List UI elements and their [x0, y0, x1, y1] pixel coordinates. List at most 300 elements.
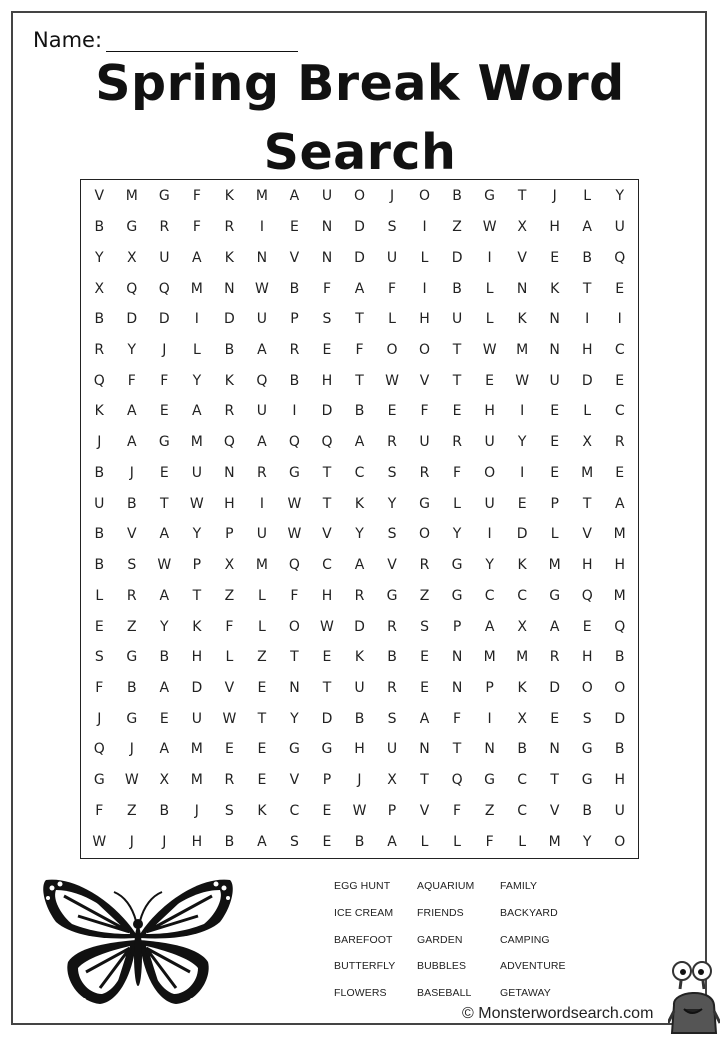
grid-letter[interactable]: U: [614, 219, 625, 236]
grid-letter[interactable]: E: [387, 403, 397, 420]
grid-letter[interactable]: C: [614, 403, 625, 420]
grid-letter[interactable]: A: [419, 710, 430, 727]
grid-letter[interactable]: H: [419, 311, 430, 328]
grid-letter[interactable]: N: [549, 741, 560, 758]
grid-letter[interactable]: P: [225, 526, 234, 543]
grid-letter[interactable]: N: [549, 311, 560, 328]
grid-letter[interactable]: H: [321, 372, 333, 389]
grid-letter[interactable]: K: [517, 557, 527, 574]
grid-letter[interactable]: U: [256, 403, 268, 420]
grid-letter[interactable]: L: [453, 833, 461, 850]
grid-letter[interactable]: S: [224, 802, 234, 819]
grid-letter[interactable]: L: [225, 649, 234, 666]
grid-letter[interactable]: M: [613, 587, 626, 604]
grid-letter[interactable]: K: [354, 495, 365, 512]
grid-letter[interactable]: L: [388, 311, 396, 328]
grid-letter[interactable]: E: [550, 464, 560, 481]
grid-letter[interactable]: B: [126, 679, 137, 696]
grid-letter[interactable]: J: [162, 833, 167, 850]
grid-letter[interactable]: Q: [614, 249, 626, 266]
grid-letter[interactable]: D: [581, 372, 593, 389]
grid-letter[interactable]: R: [126, 587, 137, 604]
grid-letter[interactable]: R: [224, 403, 235, 420]
grid-letter[interactable]: T: [257, 710, 267, 727]
grid-letter[interactable]: W: [385, 372, 399, 389]
grid-letter[interactable]: F: [127, 372, 136, 389]
grid-letter[interactable]: U: [419, 434, 430, 451]
grid-letter[interactable]: M: [548, 557, 561, 574]
grid-letter[interactable]: A: [257, 434, 267, 451]
grid-letter[interactable]: V: [387, 557, 397, 574]
grid-letter[interactable]: V: [419, 372, 430, 389]
grid-letter[interactable]: W: [515, 372, 530, 389]
grid-letter[interactable]: B: [354, 710, 365, 727]
grid-letter[interactable]: A: [159, 679, 170, 696]
grid-letter[interactable]: I: [259, 219, 264, 236]
grid-letter[interactable]: U: [191, 710, 202, 727]
grid-letter[interactable]: N: [321, 249, 333, 266]
grid-letter[interactable]: W: [222, 710, 237, 727]
grid-letter[interactable]: E: [615, 280, 625, 297]
grid-letter[interactable]: D: [549, 679, 561, 696]
grid-letter[interactable]: H: [191, 649, 203, 666]
grid-letter[interactable]: K: [94, 403, 104, 420]
grid-letter[interactable]: H: [549, 219, 560, 236]
grid-letter[interactable]: Z: [452, 219, 462, 236]
grid-letter[interactable]: T: [160, 495, 169, 512]
grid-letter[interactable]: A: [387, 833, 397, 850]
grid-letter[interactable]: Z: [126, 802, 137, 819]
grid-letter[interactable]: U: [614, 802, 625, 819]
grid-letter[interactable]: B: [159, 802, 170, 819]
grid-letter[interactable]: W: [482, 341, 497, 358]
grid-letter[interactable]: Q: [614, 618, 626, 635]
grid-letter[interactable]: E: [224, 741, 234, 758]
grid-letter[interactable]: S: [387, 526, 397, 543]
grid-letter[interactable]: F: [453, 464, 462, 481]
grid-letter[interactable]: A: [354, 557, 365, 574]
grid-letter[interactable]: R: [387, 434, 397, 451]
grid-letter[interactable]: L: [258, 587, 266, 604]
grid-letter[interactable]: M: [613, 526, 626, 543]
grid-letter[interactable]: W: [352, 802, 367, 819]
grid-letter[interactable]: U: [94, 495, 105, 512]
grid-letter[interactable]: T: [452, 341, 462, 358]
grid-letter[interactable]: E: [322, 341, 332, 358]
grid-letter[interactable]: C: [322, 557, 332, 574]
grid-letter[interactable]: G: [549, 587, 561, 604]
grid-letter[interactable]: R: [257, 464, 267, 481]
grid-letter[interactable]: Q: [93, 372, 105, 389]
grid-letter[interactable]: Y: [160, 618, 169, 635]
grid-letter[interactable]: G: [451, 587, 463, 604]
grid-letter[interactable]: R: [224, 219, 235, 236]
grid-letter[interactable]: J: [552, 188, 557, 205]
grid-letter[interactable]: I: [259, 495, 264, 512]
grid-letter[interactable]: E: [582, 618, 592, 635]
grid-letter[interactable]: M: [548, 833, 561, 850]
grid-letter[interactable]: Y: [290, 710, 299, 727]
grid-letter[interactable]: B: [94, 219, 105, 236]
grid-letter[interactable]: V: [94, 188, 105, 205]
grid-letter[interactable]: B: [289, 280, 300, 297]
grid-letter[interactable]: R: [419, 464, 430, 481]
grid-letter[interactable]: Y: [387, 495, 397, 512]
grid-letter[interactable]: R: [387, 618, 397, 635]
grid-letter[interactable]: E: [615, 372, 625, 389]
grid-letter[interactable]: B: [224, 341, 235, 358]
grid-letter[interactable]: U: [484, 495, 495, 512]
grid-letter[interactable]: J: [97, 710, 102, 727]
grid-letter[interactable]: F: [95, 679, 104, 696]
grid-letter[interactable]: B: [582, 249, 592, 266]
grid-letter[interactable]: U: [159, 249, 170, 266]
grid-letter[interactable]: D: [354, 219, 365, 236]
grid-letter[interactable]: J: [129, 741, 134, 758]
grid-letter[interactable]: J: [162, 341, 167, 358]
grid-letter[interactable]: Z: [257, 649, 267, 666]
grid-letter[interactable]: T: [322, 495, 332, 512]
grid-letter[interactable]: T: [290, 649, 299, 666]
grid-letter[interactable]: A: [289, 188, 300, 205]
grid-letter[interactable]: M: [483, 649, 496, 666]
grid-letter[interactable]: I: [487, 249, 492, 266]
grid-letter[interactable]: S: [322, 311, 332, 328]
grid-letter[interactable]: Y: [485, 557, 494, 574]
grid-letter[interactable]: U: [549, 372, 560, 389]
grid-letter[interactable]: Q: [288, 434, 300, 451]
grid-letter[interactable]: J: [389, 188, 395, 205]
grid-letter[interactable]: F: [225, 618, 234, 635]
grid-letter[interactable]: A: [582, 219, 592, 236]
grid-letter[interactable]: K: [224, 249, 234, 266]
grid-letter[interactable]: W: [157, 557, 172, 574]
grid-letter[interactable]: E: [322, 833, 332, 850]
grid-letter[interactable]: N: [419, 741, 430, 758]
grid-letter[interactable]: U: [256, 526, 268, 543]
grid-letter[interactable]: R: [614, 434, 625, 451]
grid-letter[interactable]: I: [422, 219, 427, 236]
grid-letter[interactable]: Y: [192, 372, 202, 389]
grid-letter[interactable]: Z: [419, 587, 430, 604]
grid-letter[interactable]: G: [419, 495, 430, 512]
grid-letter[interactable]: E: [322, 649, 332, 666]
grid-letter[interactable]: K: [224, 188, 234, 205]
grid-letter[interactable]: A: [192, 403, 202, 420]
grid-letter[interactable]: L: [518, 833, 527, 850]
grid-letter[interactable]: L: [453, 495, 461, 512]
grid-letter[interactable]: N: [224, 280, 235, 297]
grid-letter[interactable]: J: [194, 802, 199, 819]
grid-letter[interactable]: Q: [288, 557, 300, 574]
grid-letter[interactable]: F: [322, 280, 331, 297]
grid-letter[interactable]: W: [482, 219, 497, 236]
grid-letter[interactable]: W: [320, 618, 334, 635]
grid-letter[interactable]: T: [322, 679, 332, 696]
grid-letter[interactable]: K: [192, 618, 202, 635]
grid-letter[interactable]: E: [257, 772, 267, 789]
grid-letter[interactable]: M: [255, 188, 268, 205]
grid-letter[interactable]: M: [190, 772, 203, 789]
grid-letter[interactable]: O: [419, 188, 431, 205]
grid-letter[interactable]: E: [257, 679, 267, 696]
grid-letter[interactable]: U: [386, 741, 398, 758]
grid-letter[interactable]: H: [484, 403, 495, 420]
grid-letter[interactable]: K: [354, 649, 365, 666]
grid-letter[interactable]: M: [581, 464, 594, 481]
grid-letter[interactable]: C: [614, 341, 625, 358]
grid-letter[interactable]: G: [126, 219, 138, 236]
grid-letter[interactable]: M: [516, 341, 529, 358]
grid-letter[interactable]: A: [159, 526, 170, 543]
grid-letter[interactable]: A: [257, 341, 267, 358]
grid-letter[interactable]: N: [451, 649, 463, 666]
grid-letter[interactable]: V: [419, 802, 430, 819]
grid-letter[interactable]: T: [192, 587, 202, 604]
grid-letter[interactable]: L: [550, 526, 559, 543]
grid-letter[interactable]: B: [94, 311, 105, 328]
grid-letter[interactable]: E: [452, 403, 462, 420]
grid-letter[interactable]: E: [550, 710, 560, 727]
grid-letter[interactable]: G: [158, 188, 170, 205]
grid-letter[interactable]: B: [517, 741, 527, 758]
grid-letter[interactable]: I: [487, 710, 492, 727]
grid-letter[interactable]: P: [322, 772, 332, 789]
grid-letter[interactable]: B: [94, 526, 105, 543]
grid-letter[interactable]: W: [92, 833, 107, 850]
grid-letter[interactable]: P: [290, 311, 299, 328]
grid-letter[interactable]: E: [322, 802, 332, 819]
grid-letter[interactable]: N: [451, 679, 463, 696]
grid-letter[interactable]: H: [191, 833, 203, 850]
grid-letter[interactable]: R: [354, 587, 365, 604]
grid-letter[interactable]: K: [257, 802, 267, 819]
grid-letter[interactable]: I: [617, 311, 622, 328]
grid-letter[interactable]: K: [550, 280, 560, 297]
grid-letter[interactable]: E: [485, 372, 495, 389]
grid-letter[interactable]: X: [387, 772, 397, 789]
grid-letter[interactable]: C: [484, 587, 495, 604]
grid-letter[interactable]: E: [257, 741, 267, 758]
grid-letter[interactable]: W: [124, 772, 139, 789]
grid-letter[interactable]: X: [517, 219, 527, 236]
grid-letter[interactable]: B: [289, 372, 300, 389]
grid-letter[interactable]: N: [484, 741, 495, 758]
grid-letter[interactable]: N: [224, 464, 235, 481]
grid-letter[interactable]: A: [549, 618, 560, 635]
grid-letter[interactable]: S: [420, 618, 429, 635]
grid-letter[interactable]: U: [191, 464, 202, 481]
grid-letter[interactable]: Q: [451, 772, 463, 789]
grid-letter[interactable]: S: [387, 464, 397, 481]
grid-letter[interactable]: W: [287, 526, 302, 543]
grid-letter[interactable]: Q: [581, 587, 593, 604]
grid-letter[interactable]: E: [159, 710, 169, 727]
grid-letter[interactable]: N: [289, 679, 300, 696]
grid-letter[interactable]: A: [159, 587, 170, 604]
grid-letter[interactable]: I: [292, 403, 297, 420]
grid-letter[interactable]: S: [94, 649, 104, 666]
grid-letter[interactable]: A: [126, 434, 137, 451]
grid-letter[interactable]: E: [420, 649, 429, 666]
grid-letter[interactable]: R: [387, 679, 397, 696]
grid-letter[interactable]: T: [517, 188, 527, 205]
grid-letter[interactable]: D: [158, 311, 170, 328]
grid-letter[interactable]: Y: [127, 341, 137, 358]
grid-letter[interactable]: F: [95, 802, 104, 819]
grid-letter[interactable]: V: [517, 249, 527, 266]
grid-letter[interactable]: D: [354, 618, 365, 635]
grid-letter[interactable]: L: [258, 618, 266, 635]
grid-letter[interactable]: A: [354, 280, 365, 297]
grid-letter[interactable]: F: [192, 219, 201, 236]
grid-letter[interactable]: P: [192, 557, 202, 574]
grid-letter[interactable]: E: [550, 434, 560, 451]
grid-letter[interactable]: G: [581, 741, 593, 758]
grid-letter[interactable]: E: [615, 464, 625, 481]
grid-letter[interactable]: F: [453, 802, 462, 819]
grid-letter[interactable]: W: [287, 495, 302, 512]
grid-letter[interactable]: M: [125, 188, 138, 205]
grid-letter[interactable]: V: [322, 526, 332, 543]
grid-letter[interactable]: A: [257, 833, 267, 850]
grid-letter[interactable]: B: [582, 802, 592, 819]
grid-letter[interactable]: G: [126, 649, 138, 666]
grid-letter[interactable]: S: [127, 557, 137, 574]
grid-letter[interactable]: J: [129, 833, 134, 850]
grid-letter[interactable]: H: [321, 587, 333, 604]
grid-letter[interactable]: U: [386, 249, 398, 266]
grid-letter[interactable]: Y: [615, 188, 624, 205]
grid-letter[interactable]: B: [159, 649, 170, 666]
grid-letter[interactable]: L: [485, 280, 494, 297]
grid-letter[interactable]: F: [453, 710, 462, 727]
grid-letter[interactable]: S: [289, 833, 299, 850]
grid-letter[interactable]: A: [192, 249, 202, 266]
grid-letter[interactable]: B: [387, 649, 397, 666]
grid-letter[interactable]: Y: [452, 526, 462, 543]
grid-letter[interactable]: D: [614, 710, 626, 727]
grid-letter[interactable]: R: [94, 341, 105, 358]
grid-letter[interactable]: V: [549, 802, 560, 819]
grid-letter[interactable]: U: [451, 311, 463, 328]
grid-letter[interactable]: H: [614, 772, 625, 789]
grid-letter[interactable]: P: [550, 495, 559, 512]
grid-letter[interactable]: G: [126, 710, 138, 727]
grid-letter[interactable]: L: [583, 188, 592, 205]
grid-letter[interactable]: T: [582, 495, 592, 512]
grid-letter[interactable]: E: [290, 219, 299, 236]
grid-letter[interactable]: E: [159, 403, 169, 420]
grid-letter[interactable]: V: [289, 249, 300, 266]
grid-letter[interactable]: V: [582, 526, 592, 543]
grid-letter[interactable]: T: [452, 372, 462, 389]
grid-letter[interactable]: A: [126, 403, 137, 420]
grid-letter[interactable]: L: [95, 587, 104, 604]
grid-letter[interactable]: G: [484, 188, 496, 205]
grid-letter[interactable]: E: [550, 403, 560, 420]
grid-letter[interactable]: T: [322, 464, 332, 481]
grid-letter[interactable]: B: [354, 833, 365, 850]
grid-letter[interactable]: R: [289, 341, 300, 358]
grid-letter[interactable]: N: [516, 280, 528, 297]
grid-letter[interactable]: B: [614, 649, 625, 666]
grid-letter[interactable]: I: [585, 311, 590, 328]
grid-letter[interactable]: X: [582, 434, 592, 451]
grid-letter[interactable]: I: [520, 403, 525, 420]
grid-letter[interactable]: T: [550, 772, 559, 789]
grid-letter[interactable]: O: [288, 618, 300, 635]
grid-letter[interactable]: J: [129, 464, 134, 481]
grid-letter[interactable]: N: [549, 341, 560, 358]
grid-letter[interactable]: Q: [321, 434, 333, 451]
grid-letter[interactable]: S: [582, 710, 592, 727]
grid-letter[interactable]: M: [190, 434, 203, 451]
grid-letter[interactable]: C: [354, 464, 365, 481]
grid-letter[interactable]: C: [289, 802, 300, 819]
grid-letter[interactable]: M: [516, 649, 529, 666]
grid-letter[interactable]: X: [224, 557, 235, 574]
grid-letter[interactable]: T: [420, 772, 429, 789]
grid-letter[interactable]: D: [126, 311, 138, 328]
grid-letter[interactable]: G: [321, 741, 333, 758]
grid-letter[interactable]: E: [550, 249, 560, 266]
grid-letter[interactable]: V: [126, 526, 137, 543]
grid-letter[interactable]: D: [451, 249, 463, 266]
grid-letter[interactable]: Z: [484, 802, 495, 819]
grid-letter[interactable]: I: [487, 526, 492, 543]
grid-letter[interactable]: X: [94, 280, 105, 297]
grid-letter[interactable]: L: [192, 341, 201, 358]
grid-letter[interactable]: O: [581, 679, 593, 696]
grid-letter[interactable]: L: [485, 311, 494, 328]
grid-letter[interactable]: M: [190, 280, 203, 297]
grid-letter[interactable]: B: [94, 557, 105, 574]
grid-letter[interactable]: E: [159, 464, 169, 481]
grid-letter[interactable]: B: [354, 403, 365, 420]
grid-letter[interactable]: Q: [93, 741, 105, 758]
grid-letter[interactable]: P: [452, 618, 462, 635]
grid-letter[interactable]: Z: [126, 618, 137, 635]
grid-letter[interactable]: O: [353, 188, 365, 205]
grid-letter[interactable]: G: [484, 772, 496, 789]
grid-letter[interactable]: C: [517, 802, 528, 819]
grid-letter[interactable]: J: [97, 434, 102, 451]
grid-letter[interactable]: X: [126, 249, 137, 266]
grid-letter[interactable]: T: [582, 280, 592, 297]
grid-letter[interactable]: K: [517, 311, 527, 328]
grid-letter[interactable]: V: [289, 772, 300, 789]
grid-letter[interactable]: G: [581, 772, 593, 789]
grid-letter[interactable]: X: [517, 710, 527, 727]
grid-letter[interactable]: Q: [223, 434, 235, 451]
grid-letter[interactable]: A: [484, 618, 495, 635]
grid-letter[interactable]: B: [224, 833, 235, 850]
grid-letter[interactable]: Y: [517, 434, 527, 451]
grid-letter[interactable]: I: [422, 280, 427, 297]
grid-letter[interactable]: O: [484, 464, 496, 481]
grid-letter[interactable]: U: [321, 188, 333, 205]
grid-letter[interactable]: Y: [582, 833, 592, 850]
grid-letter[interactable]: Y: [94, 249, 104, 266]
grid-letter[interactable]: D: [223, 311, 235, 328]
grid-letter[interactable]: R: [159, 219, 170, 236]
grid-letter[interactable]: H: [354, 741, 365, 758]
grid-letter[interactable]: Y: [355, 526, 364, 543]
grid-letter[interactable]: H: [224, 495, 235, 512]
grid-letter[interactable]: L: [583, 403, 592, 420]
grid-letter[interactable]: F: [420, 403, 429, 420]
